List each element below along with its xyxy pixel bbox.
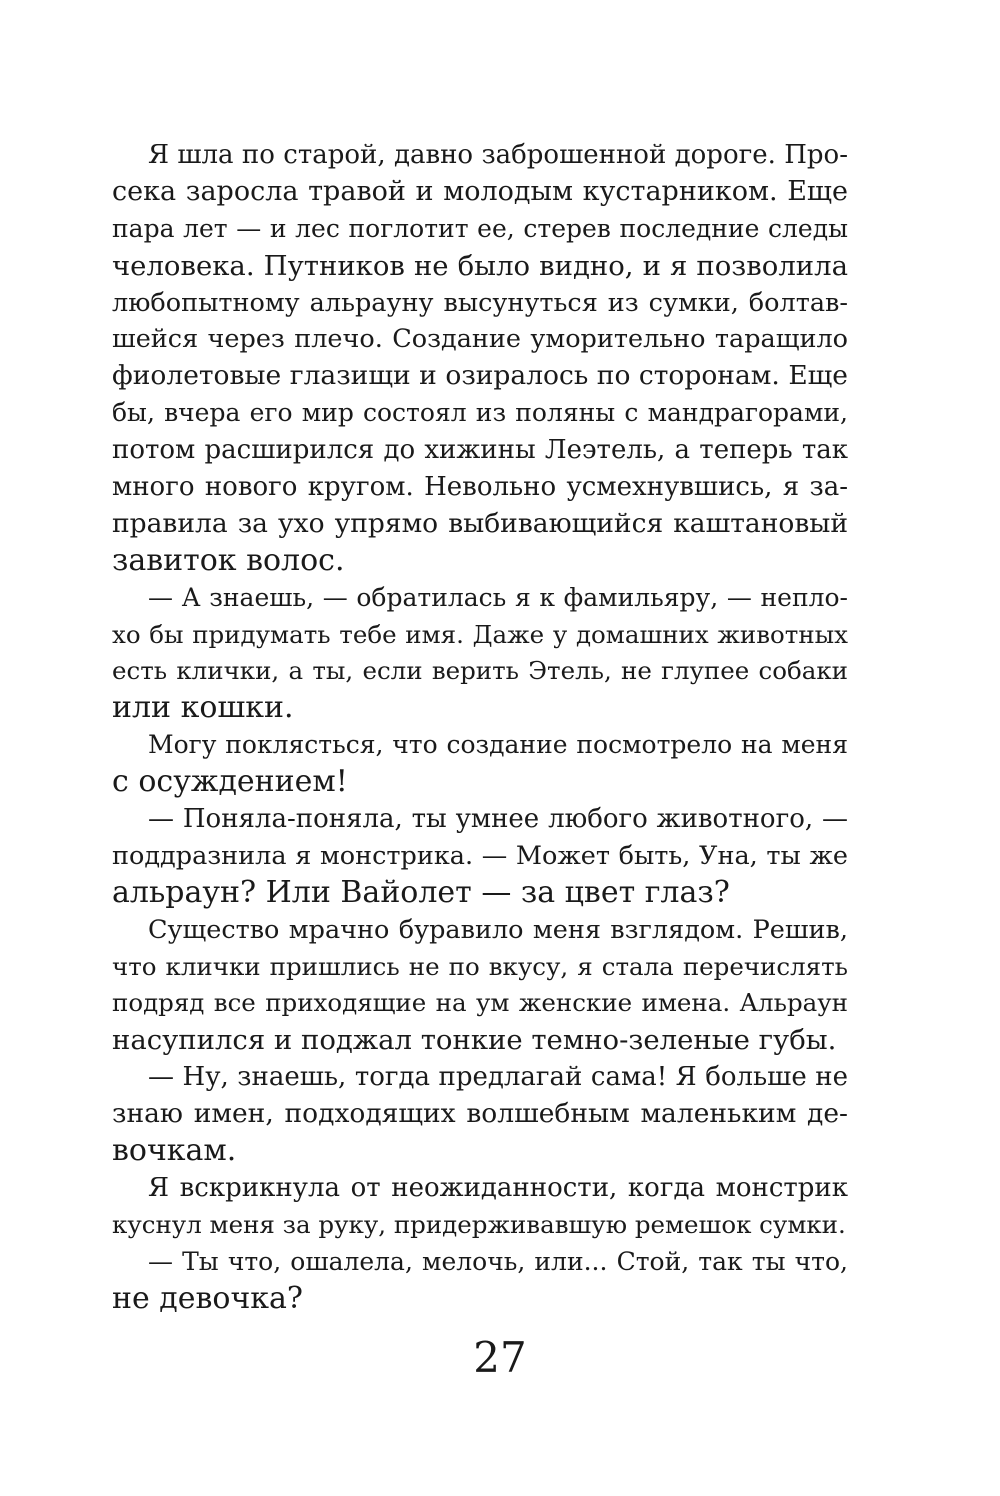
text-line: насупился и поджал тонкие темно-зеленые губы. (112, 1024, 837, 1057)
text-line: потом расширился до хижины Леэтель, а теперь так (112, 435, 848, 466)
text-line: или кошки. (112, 690, 294, 726)
text-line: хо бы придумать тебе имя. Даже у домашних животных (112, 619, 848, 649)
text-line: не девочка? (112, 1280, 304, 1316)
text-line: что клички пришлись не по вкусу, я стала перечислять (112, 951, 848, 981)
text-line: шейся через плечо. Создание уморительно таращило (112, 324, 848, 355)
text-line: куснул меня за руку, придерживавшую ремешок сумки. (112, 1209, 846, 1239)
text-line: есть клички, а ты, если верить Этель, не глупее собаки (112, 656, 848, 686)
text-line: Я шла по старой, давно заброшенной дороге. Про- (148, 140, 848, 170)
text-line: Могу поклясться, что создание посмотрело на меня (148, 730, 848, 760)
text-line: — Ну, знаешь, тогда предлагай сама! Я больше не (148, 1062, 848, 1093)
text-line: много нового кругом. Невольно усмехнувшись, я за- (112, 472, 848, 503)
text-line: любопытному альрауну высунуться из сумки, болтав- (112, 287, 848, 318)
text-line: бы, вчера его мир состоял из поляны с мандрагорами, (112, 398, 848, 428)
text-line: с осуждением! (112, 764, 348, 800)
text-line: — Ты что, ошалела, мелочь, или... Стой, так ты что, (148, 1246, 848, 1276)
text-line: завиток волос. (112, 542, 345, 578)
text-line: сека заросла травой и молодым кустарником. Еще (112, 175, 848, 207)
text-line: пара лет — и лес поглотит ее, стерев последние следы (112, 213, 848, 243)
book-page-text (112, 137, 848, 1318)
text-line: правила за ухо упрямо выбивающийся каштановый (112, 507, 848, 539)
page-number: 27 (473, 1333, 527, 1382)
text-line: подряд все приходящие на ум женские имена. Альраун (112, 988, 848, 1018)
text-line: Существо мрачно буравило меня взглядом. Решив, (148, 914, 848, 945)
text-line: альраун? Или Вайолет — за цвет глаз? (112, 874, 730, 910)
text-line: поддразнила я монстрика. — Может быть, Уна, ты же (112, 840, 848, 871)
text-line: человека. Путников не было видно, и я позволила (112, 249, 848, 282)
text-line: — А знаешь, — обратилась я к фамильяру, — непло- (148, 582, 848, 612)
text-line: вочкам. (112, 1133, 237, 1169)
text-line: фиолетовые глазищи и озиралось по сторонам. Еще (112, 360, 848, 392)
text-line: — Поняла-поняла, ты умнее любого животного, — (148, 804, 848, 835)
text-line: Я вскрикнула от неожиданности, когда монстрик (148, 1172, 848, 1203)
text-line: знаю имен, подходящих волшебным маленьким де- (112, 1098, 848, 1130)
